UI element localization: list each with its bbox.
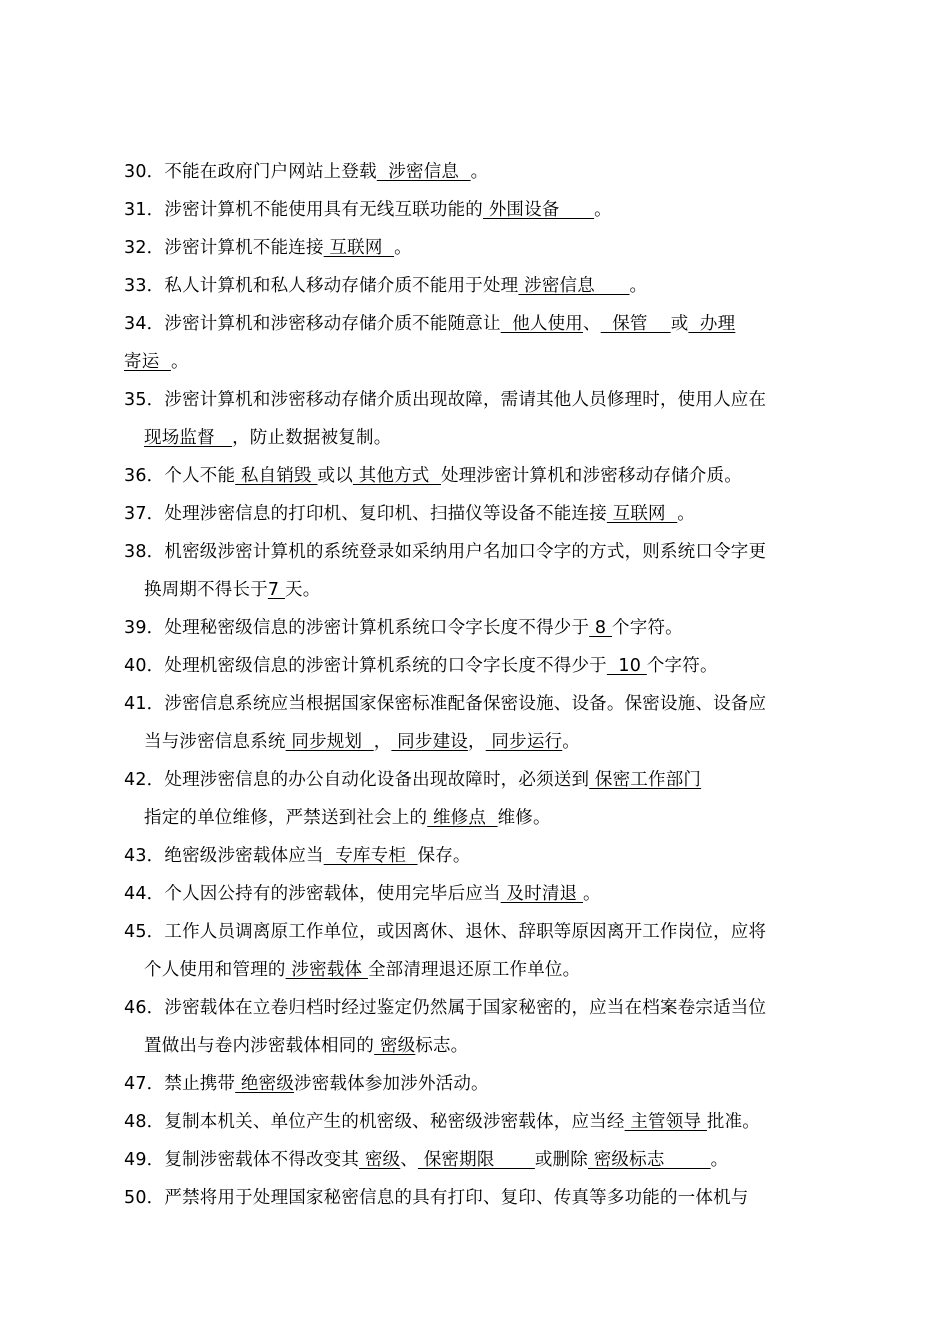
answer-blank: 办理 bbox=[688, 314, 736, 334]
question-continuation-line bbox=[124, 424, 844, 462]
question-text: 。 bbox=[594, 200, 612, 220]
answer-blank: 保密工作部门 bbox=[589, 770, 702, 790]
answer-blank: 外围设备 bbox=[482, 200, 595, 220]
question-text: 32．涉密计算机不能连接 bbox=[124, 238, 324, 258]
answer-blank: 涉密信息 bbox=[376, 162, 471, 182]
question-text: 涉密载体参加涉外活动。 bbox=[294, 1074, 489, 1094]
answer-blank: 涉密信息 bbox=[518, 276, 630, 296]
question-continuation-line bbox=[124, 348, 844, 386]
question-line bbox=[124, 880, 844, 918]
question-text: ， bbox=[467, 732, 486, 752]
question-text: 换周期不得长于 bbox=[144, 580, 268, 600]
answer-blank: 同步建设 bbox=[391, 732, 468, 752]
answer-blank: 主管领导 bbox=[624, 1112, 707, 1132]
question-text: 或 bbox=[670, 314, 689, 334]
question-line bbox=[124, 652, 844, 690]
question-line bbox=[124, 918, 844, 956]
answer-blank: 他人使用 bbox=[500, 314, 583, 334]
answer-blank: 涉密载体 bbox=[285, 960, 368, 980]
question-text: 。 bbox=[470, 162, 489, 182]
question-text: 48．复制本机关、单位产生的机密级、秘密级涉密载体，应当经 bbox=[124, 1112, 625, 1132]
question-text: 。 bbox=[629, 276, 648, 296]
question-continuation-line bbox=[124, 956, 844, 994]
answer-blank: 10 bbox=[606, 656, 647, 676]
answer-blank: 其他方式 bbox=[352, 466, 441, 486]
question-line bbox=[124, 690, 844, 728]
question-line bbox=[124, 766, 844, 804]
question-text: 45．工作人员调离原工作单位，或因离休、退休、辞职等原因离开工作岗位，应将 bbox=[124, 922, 767, 942]
question-text: 38．机密级涉密计算机的系统登录如采纳用户名加口令字的方式，则系统口令字更 bbox=[124, 542, 767, 562]
question-text: 。 bbox=[562, 732, 580, 752]
question-line bbox=[124, 310, 844, 348]
question-text: 35．涉密计算机和涉密移动存储介质出现故障，需请其他人员修理时，使用人应在 bbox=[124, 390, 767, 410]
question-text: 当与涉密信息系统 bbox=[144, 732, 286, 752]
question-text: 批准。 bbox=[706, 1112, 761, 1132]
answer-blank: 专库专柜 bbox=[323, 846, 418, 866]
question-text: 天。 bbox=[285, 580, 321, 600]
question-line bbox=[124, 158, 844, 196]
question-text: 个字符。 bbox=[612, 618, 683, 638]
question-text: ， bbox=[373, 732, 392, 752]
answer-blank: 同步运行 bbox=[485, 732, 563, 752]
question-text: 44．个人因公持有的涉密载体，使用完毕后应当 bbox=[124, 884, 501, 904]
answer-blank: 保密期限 bbox=[417, 1150, 535, 1170]
question-text: 保存。 bbox=[417, 846, 471, 866]
answer-blank: 同步规划 bbox=[285, 732, 374, 752]
question-line bbox=[124, 614, 844, 652]
question-line bbox=[124, 1184, 844, 1222]
question-text: 47．禁止携带 bbox=[124, 1074, 236, 1094]
answer-blank: 密级 bbox=[359, 1150, 401, 1170]
question-text: 维修。 bbox=[497, 808, 551, 828]
answer-blank: 8 bbox=[589, 618, 613, 638]
question-text: 42．处理涉密信息的办公自动化设备出现故障时，必须送到 bbox=[124, 770, 590, 790]
question-text: 43．绝密级涉密载体应当 bbox=[124, 846, 324, 866]
question-line bbox=[124, 462, 844, 500]
answer-blank: 维修点 bbox=[427, 808, 498, 828]
question-text: 40．处理机密级信息的涉密计算机系统的口令字长度不得少于 bbox=[124, 656, 607, 676]
question-text: 或以 bbox=[317, 466, 353, 486]
question-list bbox=[124, 158, 844, 1222]
question-line bbox=[124, 842, 844, 880]
question-line bbox=[124, 272, 844, 310]
question-text: 39．处理秘密级信息的涉密计算机系统口令字长度不得少于 bbox=[124, 618, 590, 638]
question-line bbox=[124, 1146, 844, 1184]
answer-blank: 现场监督 bbox=[144, 428, 233, 448]
question-text: 37．处理涉密信息的打印机、复印机、扫描仪等设备不能连接 bbox=[124, 504, 607, 524]
answer-blank: 绝密级 bbox=[235, 1074, 295, 1094]
question-continuation-line bbox=[124, 728, 844, 766]
question-text: 。 bbox=[583, 884, 601, 904]
question-text: 处理涉密计算机和涉密移动存储介质。 bbox=[441, 466, 742, 486]
question-line bbox=[124, 538, 844, 576]
question-text: 33．私人计算机和私人移动存储介质不能用于处理 bbox=[124, 276, 519, 296]
question-text: 30．不能在政府门户网站上登载 bbox=[124, 162, 377, 182]
question-line bbox=[124, 1108, 844, 1146]
question-text: 36．个人不能 bbox=[124, 466, 236, 486]
answer-blank: 及时清退 bbox=[500, 884, 583, 904]
question-text: 。 bbox=[710, 1150, 729, 1170]
question-text: 31．涉密计算机不能使用具有无线互联功能的 bbox=[124, 200, 483, 220]
question-text: 标志。 bbox=[415, 1036, 469, 1056]
answer-blank: 密级 bbox=[374, 1036, 416, 1056]
question-text: 置做出与卷内涉密载体相同的 bbox=[144, 1036, 375, 1056]
answer-blank: 私自销毁 bbox=[235, 466, 318, 486]
question-line bbox=[124, 196, 844, 234]
question-text: 34．涉密计算机和涉密移动存储介质不能随意让 bbox=[124, 314, 501, 334]
question-text: 个字符。 bbox=[646, 656, 718, 676]
question-text: 41．涉密信息系统应当根据国家保密标准配备保密设施、设备。保密设施、设备应 bbox=[124, 694, 767, 714]
question-text: 50．严禁将用于处理国家秘密信息的具有打印、复印、传真等多功能的一体机与 bbox=[124, 1188, 749, 1208]
question-line bbox=[124, 234, 844, 272]
question-text: 、 bbox=[583, 314, 601, 334]
question-text: ，防止数据被复制。 bbox=[232, 428, 392, 448]
question-line bbox=[124, 994, 844, 1032]
answer-blank: 互联网 bbox=[606, 504, 678, 524]
question-line bbox=[124, 386, 844, 424]
question-text: 或删除 bbox=[534, 1150, 588, 1170]
question-text: 。 bbox=[170, 352, 189, 372]
question-continuation-line bbox=[124, 804, 844, 842]
question-text: 、 bbox=[400, 1150, 418, 1170]
question-line bbox=[124, 1070, 844, 1108]
question-text: 指定的单位维修，严禁送到社会上的 bbox=[144, 808, 428, 828]
question-text: 46．涉密载体在立卷归档时经过鉴定仍然属于国家秘密的，应当在档案卷宗适当位 bbox=[124, 998, 767, 1018]
answer-blank: 密级标志 bbox=[587, 1150, 711, 1170]
answer-blank: 寄运 bbox=[124, 352, 171, 372]
question-text: 。 bbox=[677, 504, 695, 524]
question-continuation-line bbox=[124, 576, 844, 614]
question-text: 全部清理退还原工作单位。 bbox=[367, 960, 581, 980]
answer-blank: 保管 bbox=[600, 314, 671, 334]
question-continuation-line bbox=[124, 1032, 844, 1070]
question-line bbox=[124, 500, 844, 538]
question-text: 。 bbox=[394, 238, 412, 258]
answer-blank: 7 bbox=[267, 580, 286, 600]
question-text: 个人使用和管理的 bbox=[144, 960, 286, 980]
question-text: 49．复制涉密载体不得改变其 bbox=[124, 1150, 360, 1170]
answer-blank: 互联网 bbox=[323, 238, 395, 258]
